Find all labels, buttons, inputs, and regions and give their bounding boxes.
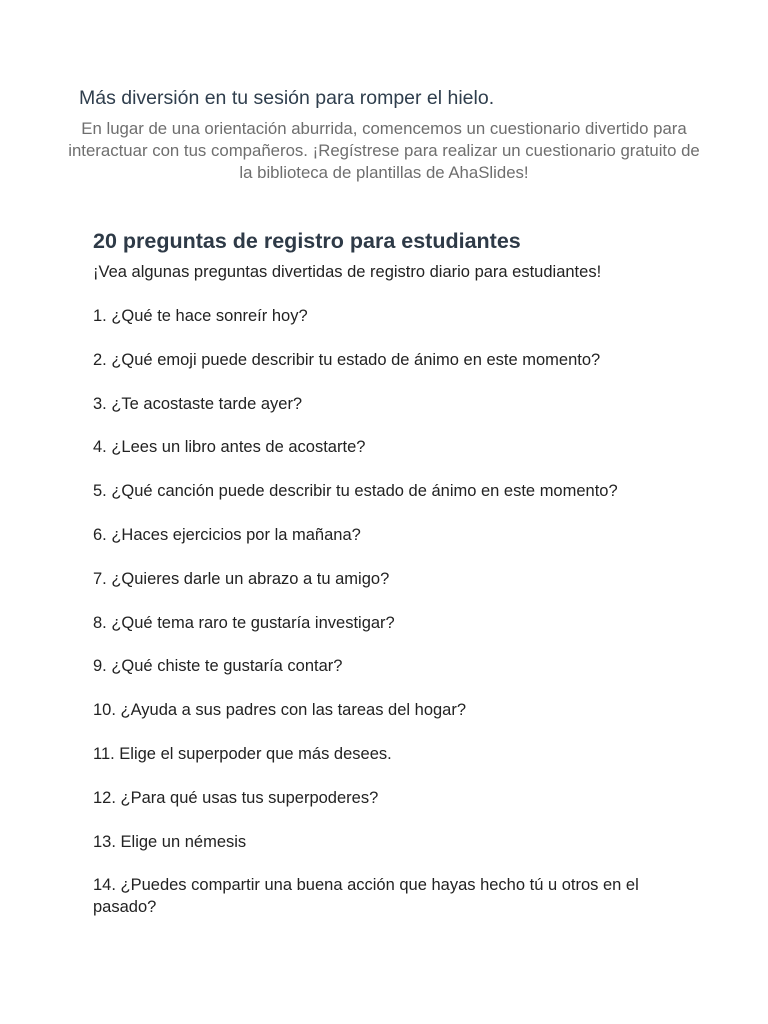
article-intro: ¡Vea algunas preguntas divertidas de registro diario para estudiantes! (93, 263, 602, 281)
question-item: 10. ¿Ayuda a sus padres con las tareas del hogar? (93, 701, 467, 720)
question-item: 9. ¿Qué chiste te gustaría contar? (93, 657, 343, 676)
question-item: 11. Elige el superpoder que más desees. (93, 744, 392, 763)
question-item: 5. ¿Qué canción puede describir tu estado de ánimo en este momento? (93, 482, 618, 501)
article-section (93, 226, 693, 940)
question-item: 7. ¿Quieres darle un abrazo a tu amigo? (93, 569, 390, 588)
promo-text: En lugar de una orientación aburrida, comencemos un cuestionario divertido para interactuar con tus compañeros. ¡Regístrese para realizar un cuestionario gratuito de la biblioteca de plantillas de AhaSlides! (68, 119, 700, 182)
question-item: 3. ¿Te acostaste tarde ayer? (93, 394, 303, 413)
question-item: 12. ¿Para qué usas tus superpoderes? (93, 788, 379, 807)
promo-title: Más diversión en tu sesión para romper el hielo. (79, 87, 495, 109)
article-title: 20 preguntas de registro para estudiantes (93, 229, 521, 253)
question-item: 13. Elige un némesis (93, 832, 247, 851)
question-item: 2. ¿Qué emoji puede describir tu estado de ánimo en este momento? (93, 350, 601, 369)
question-item: 14. ¿Puedes compartir una buena acción que hayas hecho tú u otros en el pasado? (93, 876, 639, 917)
promo-section (0, 86, 768, 184)
question-item: 6. ¿Haces ejercicios por la mañana? (93, 525, 361, 544)
question-item: 1. ¿Qué te hace sonreír hoy? (93, 307, 308, 325)
question-list (93, 305, 693, 918)
question-item: 4. ¿Lees un libro antes de acostarte? (93, 438, 366, 457)
question-item: 8. ¿Qué tema raro te gustaría investigar? (93, 613, 395, 632)
